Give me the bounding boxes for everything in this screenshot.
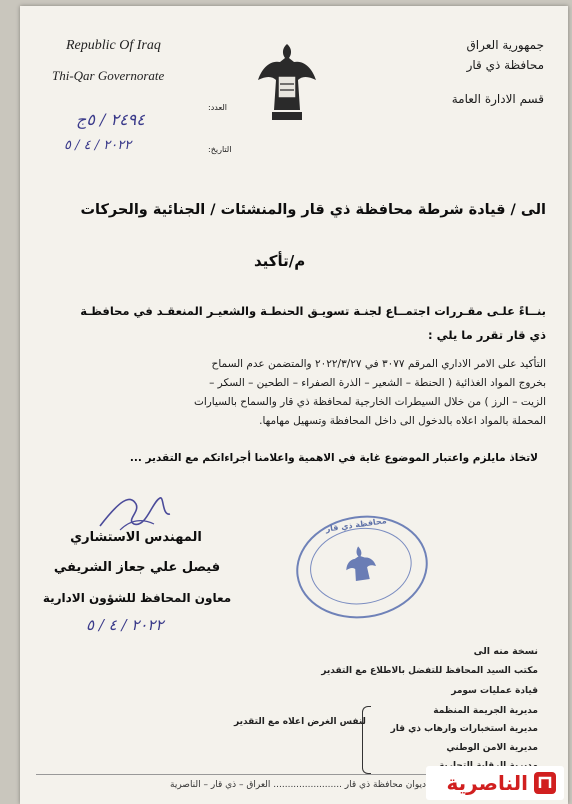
signature-title: المهندس الاستشاري xyxy=(70,530,202,545)
date-label: التاريخ: xyxy=(208,145,232,154)
signature-name: فيصل علي جعاز الشريفي xyxy=(53,560,221,575)
header-left-line1: Republic Of Iraq xyxy=(66,38,161,53)
official-stamp xyxy=(290,507,435,626)
footer-divider xyxy=(36,774,436,775)
footer-address: ديوان محافظة ذي قار ........................ العراق – ذي قار – الناصرية xyxy=(170,780,426,790)
number-label: العدد: xyxy=(208,103,227,112)
iraq-emblem-icon xyxy=(252,40,322,126)
recipient-line: الى / قيادة شرطة محافظة ذي قار والمنشئات / الجنائية والحركات xyxy=(80,202,546,218)
copies-item: مكتب السيد المحافظ للتفضل بالاطلاع مع التقدير xyxy=(321,666,538,676)
stamp-text: محافظة ذي قار xyxy=(325,516,388,534)
para-line-3: الزيت – الرز ) من خلال السيطرات الخارجية لمحافظة ذي قار والسماح بالسيارات xyxy=(193,396,546,408)
para-line-4: المحملة بالمواد اعلاه بالدخول الى داخل المحافظة وتسهيل مهامها. xyxy=(259,415,546,427)
header-left-line2: Thi-Qar Governorate xyxy=(52,68,165,83)
header-right-line1: جمهورية العراق xyxy=(466,38,544,52)
signature-hand-date: ٢٠٢٢ / ٤ / ٥ xyxy=(86,616,164,634)
logo-mark-icon xyxy=(532,770,558,796)
para-line-2: بخروج المواد الغذائية ( الحنطة – الشعير – الذرة الصفراء – الطحين – السكر – xyxy=(209,377,546,389)
para-line-1: التأكيد على الامر الاداري المرقم ٣٠٧٧ في ٢٠٢٢/٣/٢٧ والمتضمن عدم السماح xyxy=(211,358,546,370)
header-right-line3: قسم الادارة العامة xyxy=(451,92,544,106)
copies-item: مديرية استخبارات وارهاب ذي قار xyxy=(390,724,538,734)
copies-item: قيادة عمليات سومر xyxy=(451,686,538,696)
header-right-line2: محافظة ذي قار xyxy=(466,58,544,72)
document-page xyxy=(20,6,568,804)
alnasiriya-logo xyxy=(426,766,564,800)
signature-position: معاون المحافظ للشؤون الادارية xyxy=(42,591,232,605)
intro-line-2: ذي قار تقرر ما يلي : xyxy=(428,328,546,342)
subject-line: م/تأكيد xyxy=(254,252,306,270)
intro-line-1: بنــاءً علـى مقـررات اجتمــاع لجنـة تسويـق الحنطـة والشعيـر المنعقـد في محافظـة xyxy=(80,304,546,318)
copies-item: مديرية الامن الوطني xyxy=(446,743,538,753)
copies-heading: نسخة منه الى xyxy=(473,646,538,657)
stamp-eagle-icon xyxy=(341,542,380,586)
logo-text: الناصرية xyxy=(446,771,528,795)
closing-line: لاتخاذ مايلزم واعتبار الموضوع غاية في الاهمية واعلامنا أجراءاتكم مع التقدير ... xyxy=(129,452,538,464)
copies-side-note: لنفس الغرض اعلاه مع التقدير xyxy=(234,717,366,727)
date-value: ٢٠٢٢ / ٤ / ٥ xyxy=(64,138,132,153)
number-value: ٢٤٩٤ / ٥ج xyxy=(76,110,145,129)
copies-item: مديرية الجريمة المنظمة xyxy=(433,706,538,716)
